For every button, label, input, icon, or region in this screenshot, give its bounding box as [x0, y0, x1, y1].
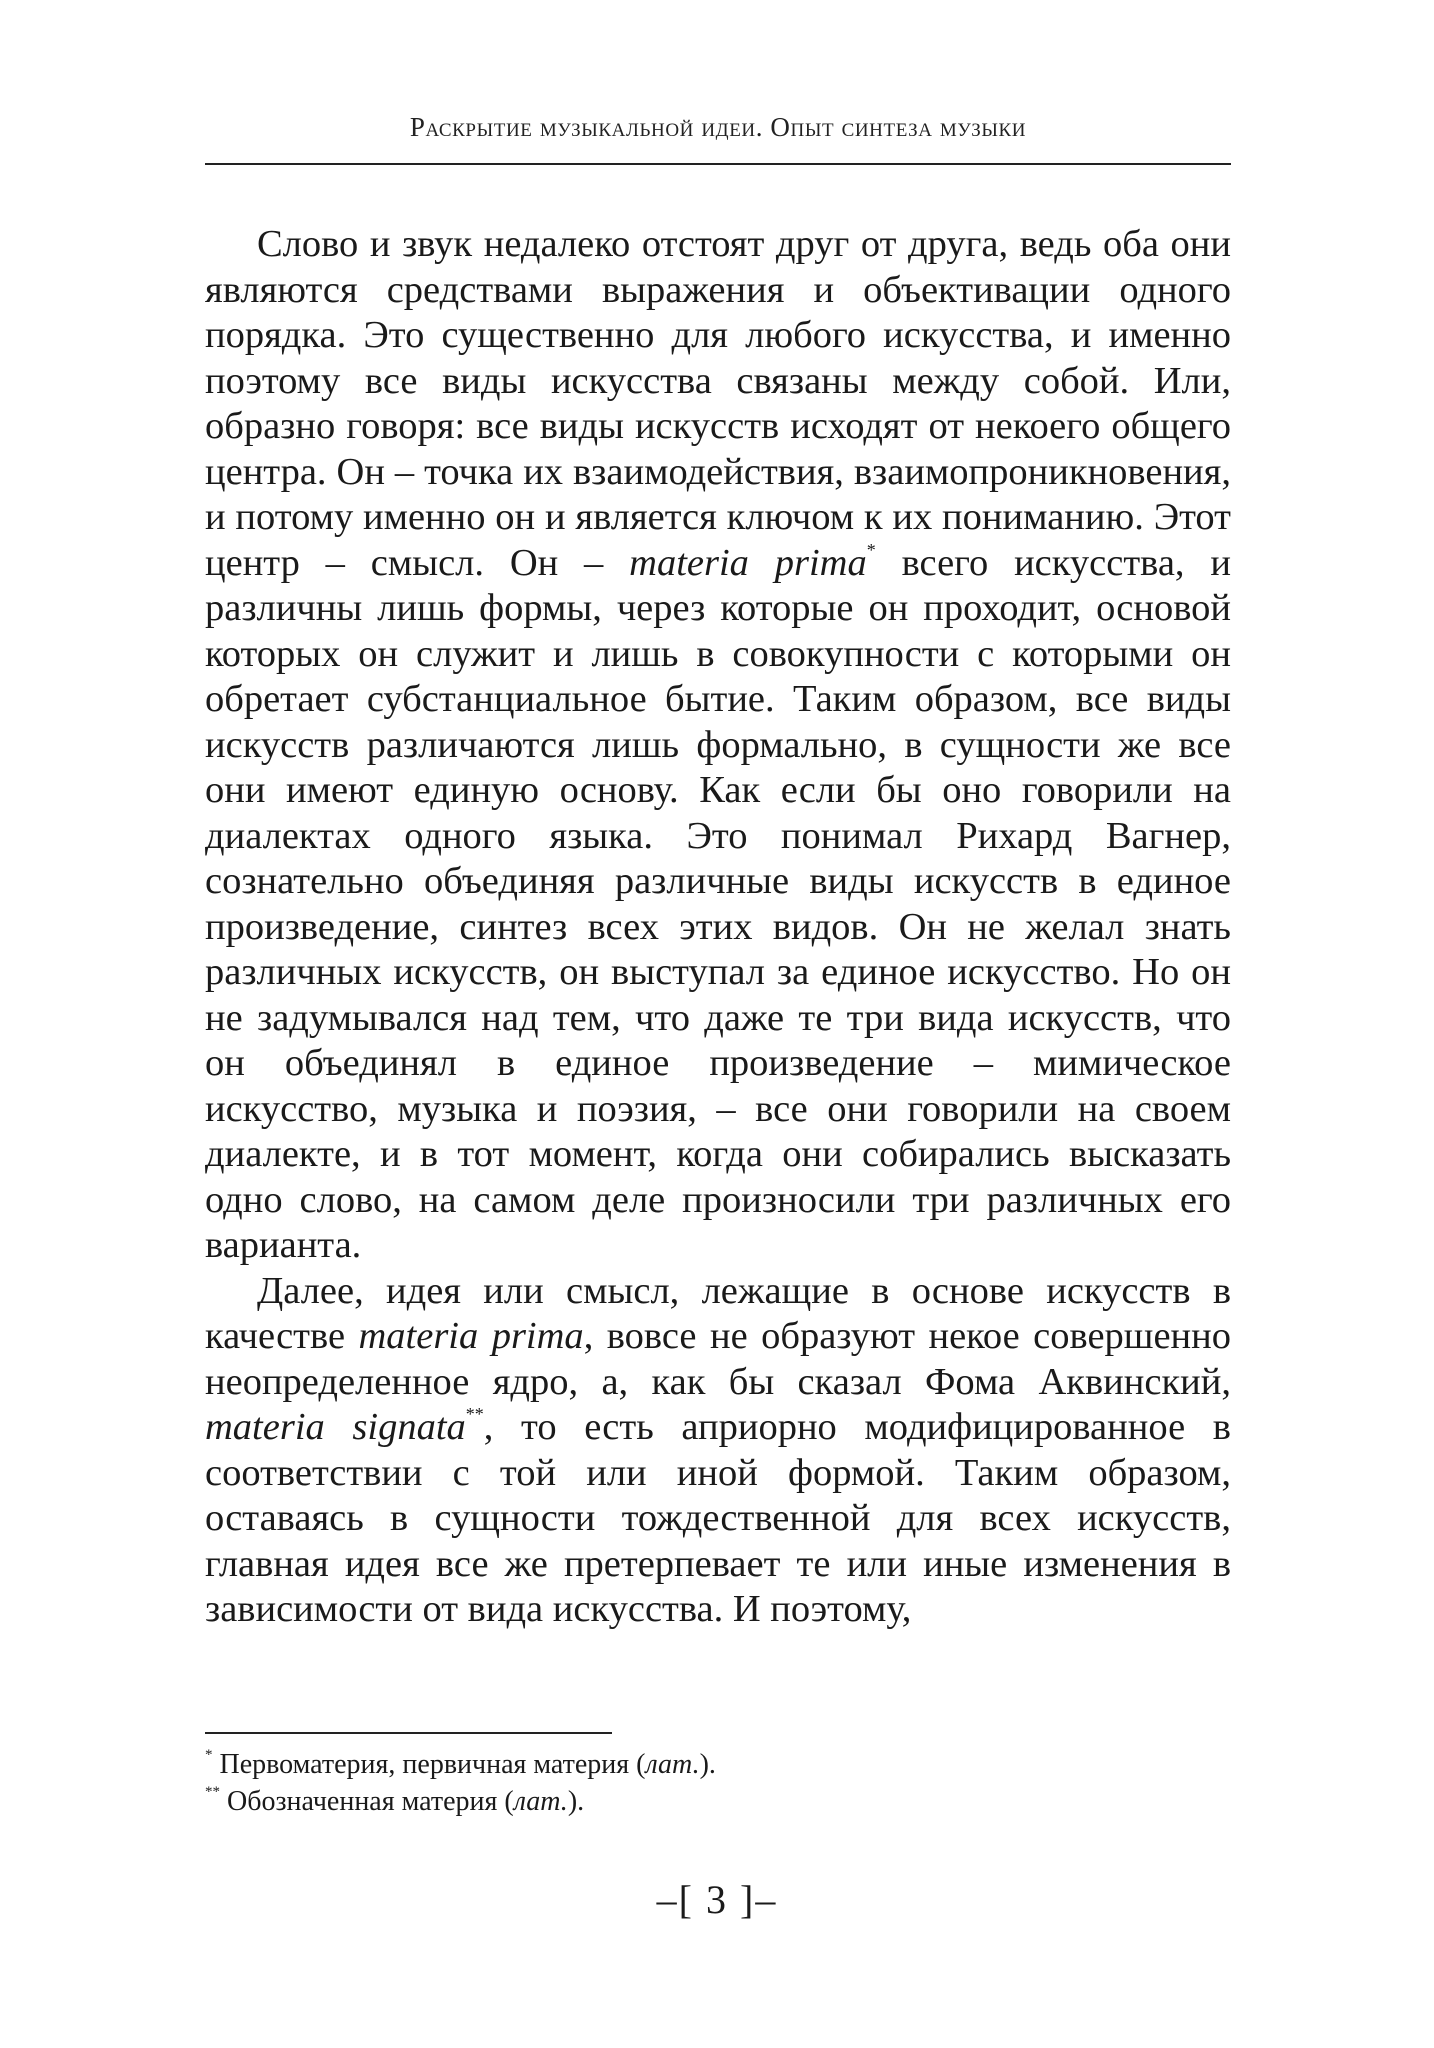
paragraph-2-text-c: , то есть априорно модифицированное в соответствии с той или иной формой. Таким образом, оставаясь в сущности тождественной для всех искусств, главная идея все же претерпевает те или иные изменения в зависимости от вида искусства. И поэтому,	[205, 1406, 1231, 1630]
footnote-1-italic: лат.	[645, 1749, 700, 1780]
paragraph-2-italic-term-2: materia signata	[205, 1406, 466, 1448]
body-text	[205, 222, 1231, 1633]
page-number: –[ 3 ]–	[656, 1877, 778, 1922]
footnote-ref-2[interactable]: **	[465, 1404, 484, 1424]
footnotes	[205, 1746, 1231, 1820]
footnote-2-italic: лат.	[513, 1786, 568, 1817]
footnote-2-text: Обозначенная материя (	[220, 1786, 514, 1817]
paragraph-1-text-b: всего искусства, и различны лишь формы, через которые он проходит, основой которых он служит и лишь в совокупности с которыми он обретает субстанциальное бытие. Таким образом, все виды искусств различаются лишь формально, в сущности же все они имеют единую основу. Как если бы оно говорили на диалектах одного языка. Это понимал Рихард Вагнер, сознательно объединяя различные виды искусств в единое произведение, синтез всех этих видов. Он не желал знать различных искусств, он выступал за единое искусство. Но он не задумывался над тем, что даже те три вида искусств, что он объединял в единое произведение – мимическое искусство, музыка и поэзия, – все они говорили на своем диалекте, и в тот момент, когда они собирались высказать одно слово, на самом деле произносили три различных его варианта.	[205, 541, 1231, 1266]
paragraph-1-text-a: Слово и звук недалеко отстоят друг от друга, ведь оба они являются средствами выражения и объективации одного порядка. Это существенно для любого искусства, и именно поэтому все виды искусства связаны между собой. Или, образно говоря: все виды искусств исходят от некоего общего центра. Он – точка их взаимодействия, взаимопроникновения, и потому именно он и является ключом к их пониманию. Этот центр – смысл. Он –	[205, 223, 1231, 584]
footnote-1	[205, 1746, 1231, 1783]
footnote-1-tail: ).	[699, 1749, 716, 1780]
paragraph-1-italic-term: materia prima	[629, 541, 867, 584]
paragraph-1	[205, 222, 1231, 1269]
footnote-2	[205, 1783, 1231, 1820]
footnote-2-mark: **	[205, 1784, 220, 1800]
footnote-rule	[205, 1732, 612, 1734]
header-rule	[205, 163, 1231, 165]
running-head: Раскрытие музыкальной идеи. Опыт синтеза музыки	[409, 112, 1027, 142]
paragraph-2-text-b: , вовсе не образуют некое совершенно неопределенное ядро, а, как бы сказал Фома Аквинский,	[205, 1315, 1231, 1403]
paragraph-2	[205, 1269, 1231, 1633]
paragraph-2-text-a: Далее, идея или смысл, лежащие в основе искусств в качестве	[205, 1269, 1231, 1357]
paragraph-2-italic-term-1: materia prima	[358, 1315, 584, 1357]
footnote-2-tail: ).	[567, 1786, 585, 1817]
footnote-1-mark: *	[205, 1747, 213, 1763]
footnote-ref-1[interactable]: *	[866, 539, 876, 560]
footnote-1-text: Первоматерия, первичная материя (	[212, 1749, 646, 1780]
